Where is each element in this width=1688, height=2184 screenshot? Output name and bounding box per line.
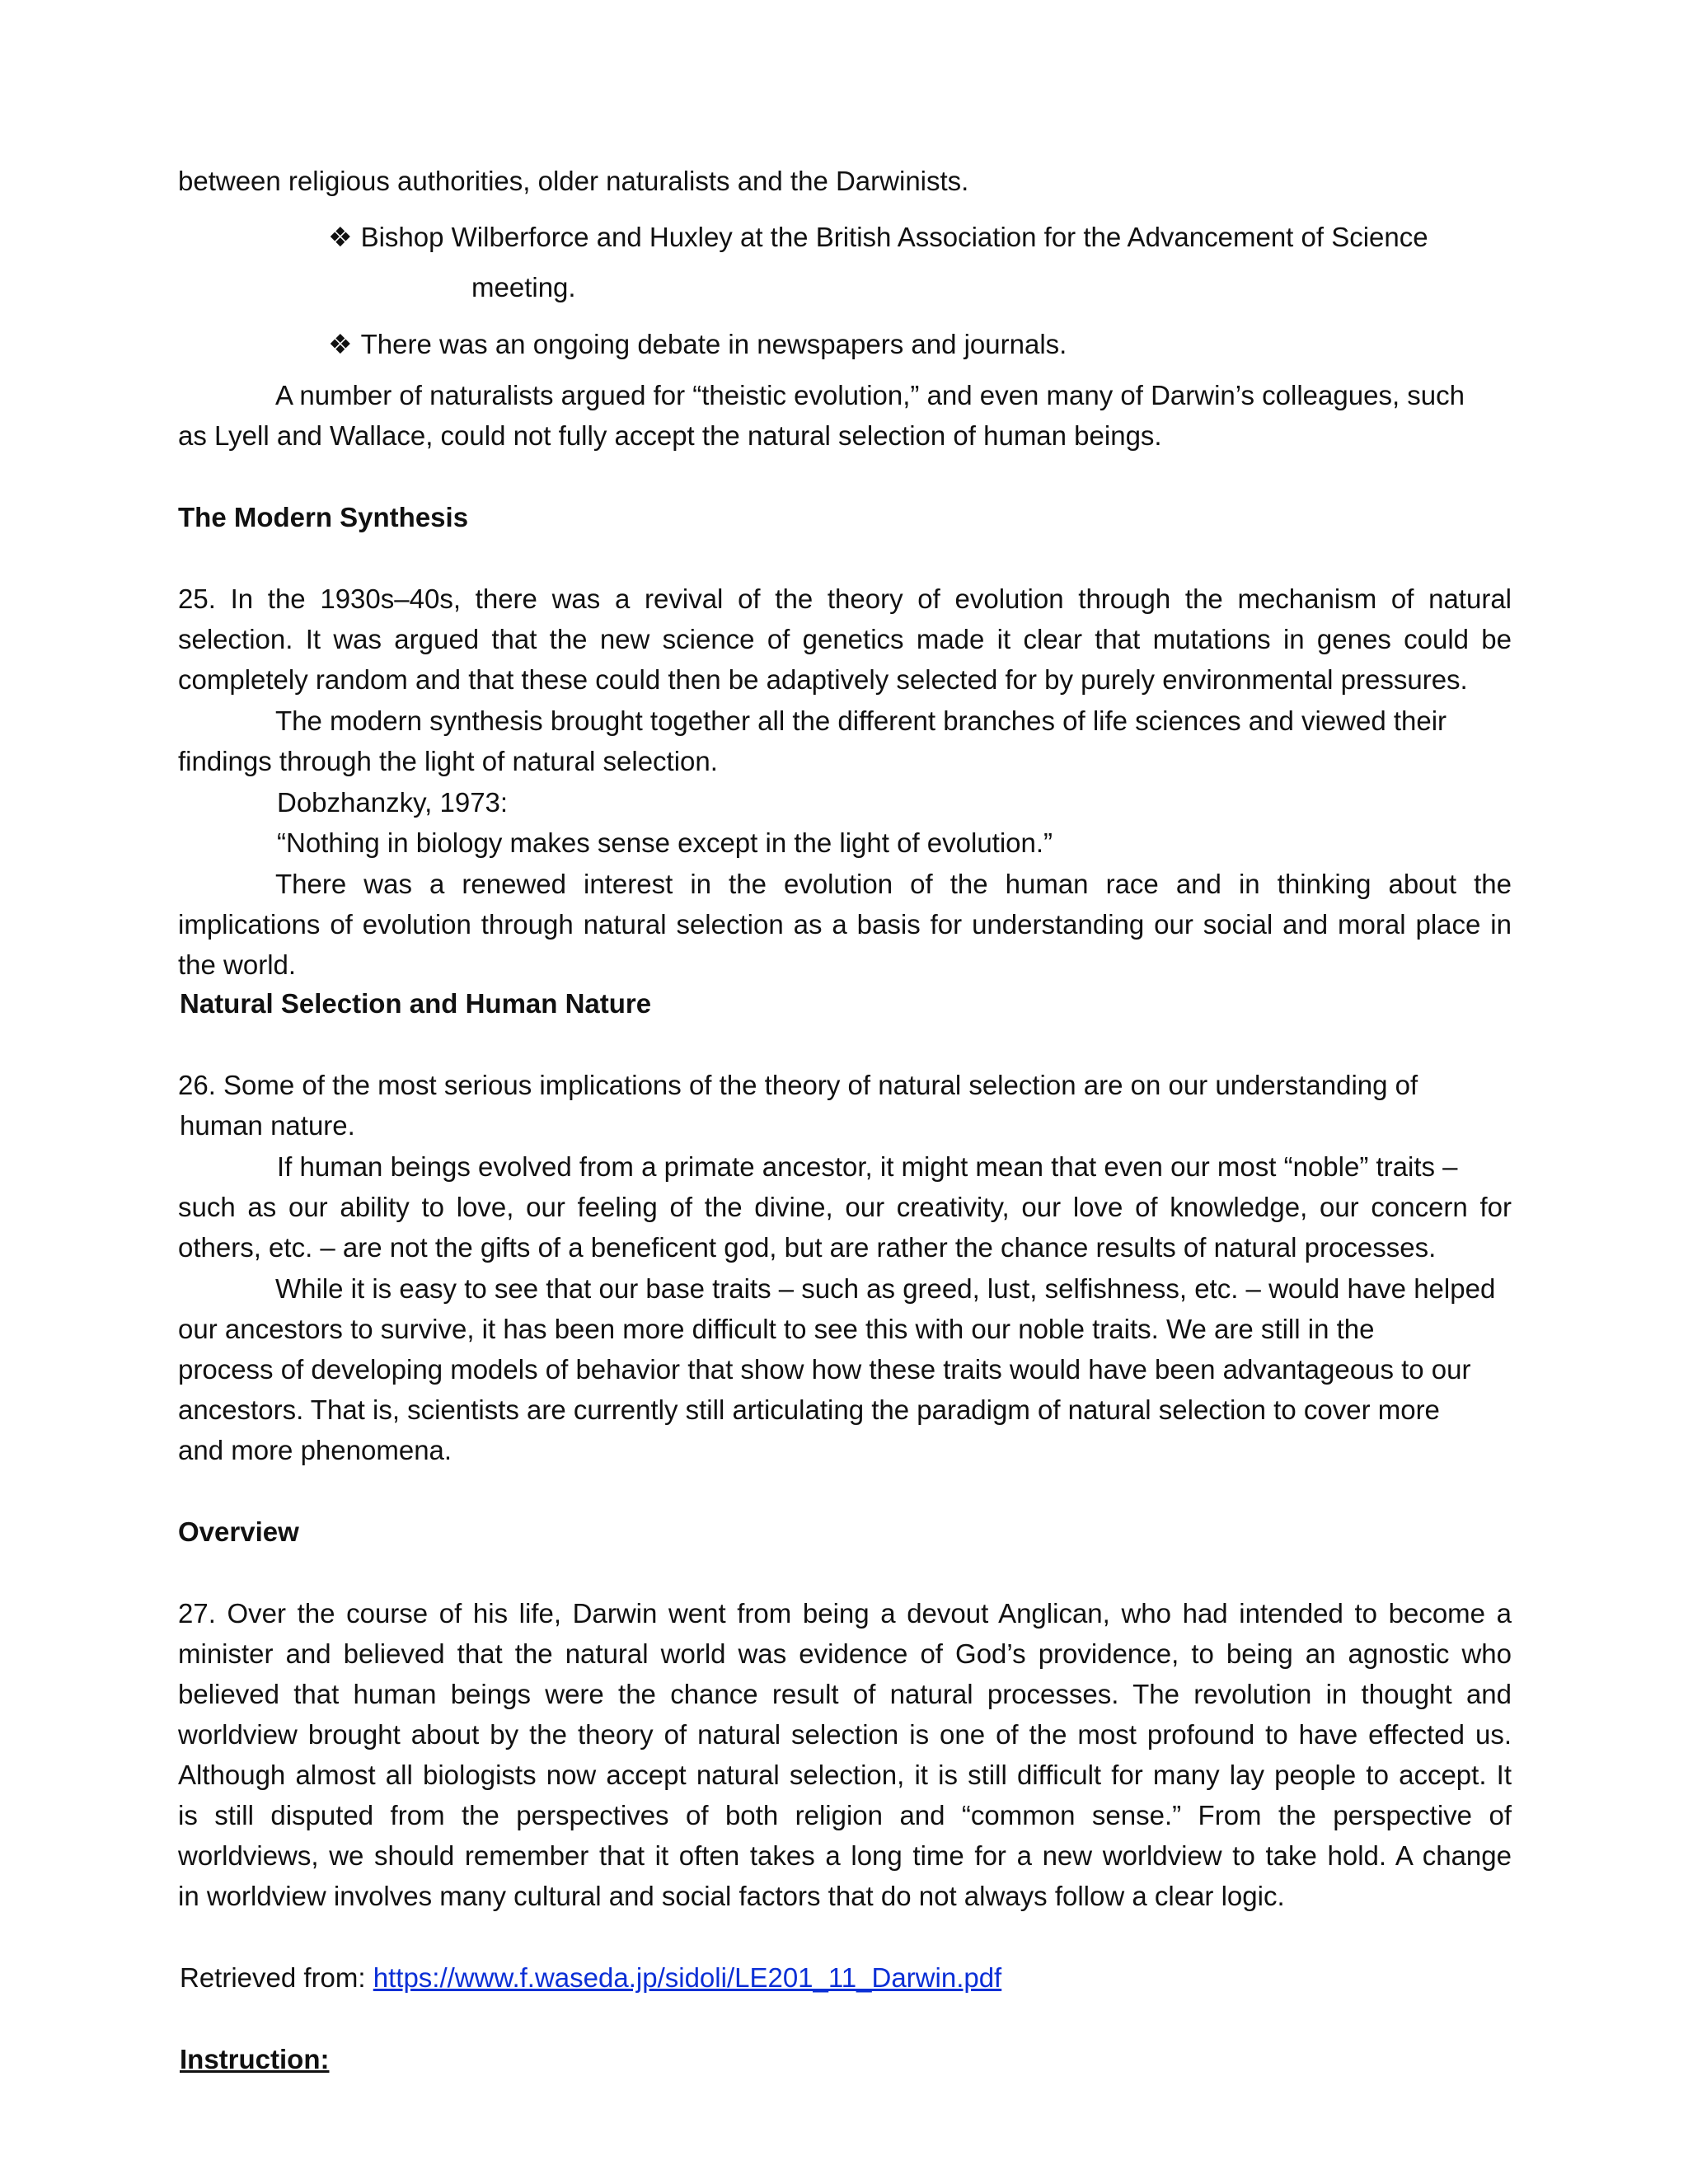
section-heading-modern-synthesis: The Modern Synthesis [178, 502, 469, 532]
bullet-item-2 [328, 324, 1067, 364]
paragraph-line: worldview brought about by the theory of natural selection is one of the most profound to have effected us. [178, 1719, 1512, 1750]
paragraph-line: process of developing models of behavior that show how these traits would have been advantageous to our [178, 1354, 1471, 1385]
section-heading-overview: Overview [178, 1516, 299, 1547]
paragraph-line: ancestors. That is, scientists are currently still articulating the paradigm of natural selection to cover more [178, 1394, 1440, 1425]
paragraph-line: completely random and that these could then be adaptively selected for by purely environmental pressures. [178, 664, 1468, 695]
paragraph-line: Although almost all biologists now accept natural selection, it is still difficult for many lay people to accept. It [178, 1760, 1512, 1790]
paragraph-line: 26. Some of the most serious implications of the theory of natural selection are on our understanding of [178, 1070, 1418, 1100]
paragraph-line: implications of evolution through natural selection as a basis for understanding our social and moral place in [178, 909, 1512, 940]
paragraph-line: The modern synthesis brought together all the different branches of life sciences and viewed their [275, 705, 1447, 736]
bullet-item-1-continuation: meeting. [471, 272, 576, 302]
paragraph-line: worldviews, we should remember that it often takes a long time for a new worldview to take hold. A change [178, 1840, 1512, 1871]
intro-line: between religious authorities, older naturalists and the Darwinists. [178, 166, 969, 196]
retrieved-from [180, 1957, 1001, 1998]
bullet-item-1 [328, 217, 1428, 257]
diamond-bullet-icon: ❖ [328, 222, 353, 252]
paragraph-line: While it is easy to see that our base traits – such as greed, lust, selfishness, etc. – would have helped [275, 1273, 1496, 1304]
citation: Dobzhanzky, 1973: [277, 787, 509, 818]
paragraph-line: human nature. [180, 1110, 355, 1141]
bullet-item-2-text: There was an ongoing debate in newspapers and journals. [360, 329, 1067, 359]
paragraph-line: others, etc. – are not the gifts of a beneficent god, but are rather the chance results of natural processes. [178, 1232, 1437, 1263]
paragraph-line: in worldview involves many cultural and social factors that do not always follow a clear logic. [178, 1881, 1285, 1911]
diamond-bullet-icon: ❖ [328, 329, 353, 359]
paragraph-line: If human beings evolved from a primate ancestor, it might mean that even our most “noble” traits – [277, 1151, 1458, 1182]
paragraph-line: 25. In the 1930s–40s, there was a revival of the theory of evolution through the mechanism of natural [178, 583, 1512, 614]
retrieved-label: Retrieved from: [180, 1962, 373, 1993]
paragraph-line: findings through the light of natural selection. [178, 746, 718, 776]
paragraph-line: believed that human beings were the chance result of natural processes. The revolution in thought and [178, 1679, 1512, 1709]
bullet-item-1-text: Bishop Wilberforce and Huxley at the British Association for the Advancement of Science [360, 222, 1428, 252]
instruction-heading: Instruction: [180, 2044, 330, 2074]
source-link[interactable]: https://www.f.waseda.jp/sidoli/LE201_11_Darwin.pdf [373, 1962, 1002, 1993]
paragraph-line: A number of naturalists argued for “theistic evolution,” and even many of Darwin’s colleagues, such [275, 380, 1465, 410]
section-heading-human-nature: Natural Selection and Human Nature [180, 988, 652, 1019]
paragraph-line: and more phenomena. [178, 1435, 452, 1465]
paragraph-line: is still disputed from the perspectives of both religion and “common sense.” From the perspective of [178, 1800, 1512, 1830]
paragraph-line: the world. [178, 949, 297, 980]
paragraph-line: 27. Over the course of his life, Darwin went from being a devout Anglican, who had intended to become a [178, 1598, 1512, 1629]
paragraph-line: There was a renewed interest in the evolution of the human race and in thinking about the [275, 869, 1512, 899]
quote: “Nothing in biology makes sense except in the light of evolution.” [277, 827, 1053, 858]
paragraph-line: our ancestors to survive, it has been more difficult to see this with our noble traits. We are still in the [178, 1314, 1375, 1344]
paragraph-line: minister and believed that the natural world was evidence of God’s providence, to being an agnostic who [178, 1638, 1512, 1669]
paragraph-line: as Lyell and Wallace, could not fully accept the natural selection of human beings. [178, 420, 1162, 451]
paragraph-line: selection. It was argued that the new science of genetics made it clear that mutations in genes could be [178, 624, 1512, 654]
paragraph-line: such as our ability to love, our feeling of the divine, our creativity, our love of knowledge, our concern for [178, 1192, 1512, 1222]
